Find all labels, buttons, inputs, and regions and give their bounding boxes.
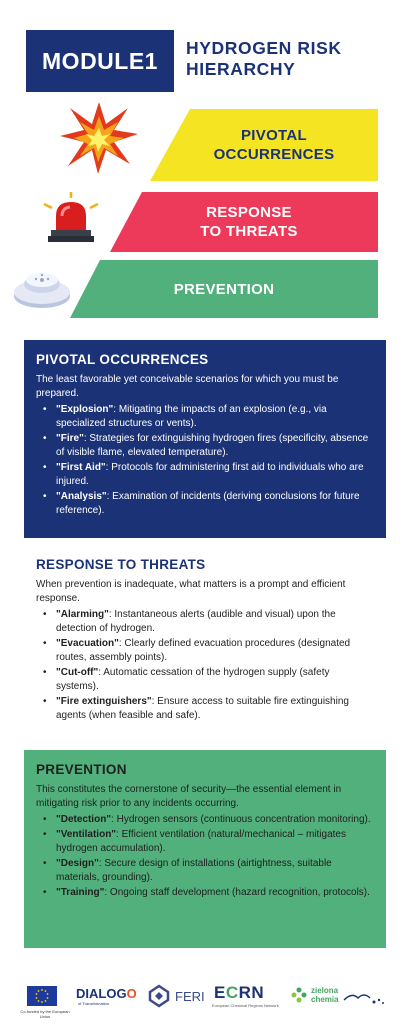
title-line-2: HIERARCHY xyxy=(186,59,296,79)
section-pivotal-occurrences xyxy=(24,340,386,538)
module-label: MODULE1 xyxy=(42,47,158,74)
section-prevention xyxy=(24,750,386,948)
zielona-chemia-logo: zielona chemia xyxy=(290,986,339,1004)
header xyxy=(0,30,410,92)
hierarchy-level-pivotal xyxy=(150,109,378,181)
section-intro: The least favorable yet conceivable scenarios for which you must be prepared. xyxy=(36,374,339,399)
list-item: • "Evacuation": Clearly defined evacuation procedures (designated routes, assembly points). xyxy=(43,638,351,663)
dialog-subtitle: of Transformation xyxy=(78,1001,110,1006)
band-label-response: RESPONSE TO THREATS xyxy=(200,204,298,240)
eu-caption: Co-funded by the European Union xyxy=(20,1009,70,1019)
module-badge xyxy=(26,30,174,92)
alarm-siren-icon xyxy=(40,190,102,251)
feri-logo: FERI xyxy=(147,984,205,1008)
list-item: • "Cut-off": Automatic cessation of the hydrogen supply (safety systems). xyxy=(43,667,330,692)
list-item: • "Fire extinguishers": Ensure access to suitable fire extinguishing agents (when feasible and safe). xyxy=(43,696,349,721)
hierarchy-level-response xyxy=(110,192,378,252)
dialog-logo: DIALOG O xyxy=(76,986,137,1001)
list-item: • "Training": Ongoing staff development (hazard recognition, protocols). xyxy=(43,887,370,898)
section-title: RESPONSE TO THREATS xyxy=(36,557,206,572)
list-item: • "Analysis": Examination of incidents (deriving conclusions for future reference). xyxy=(43,491,360,516)
list-item: • "Explosion": Mitigating the impacts of an explosion (e.g., via specialized structures or vents). xyxy=(43,404,327,429)
list-item: • "Ventilation": Efficient ventilation (natural/mechanical – mitigates hydrogen accumulation). xyxy=(43,829,346,854)
section-intro: When prevention is inadequate, what matters is a prompt and efficient response. xyxy=(36,579,346,604)
partner-logos xyxy=(0,980,410,1020)
ecrn-logo: E C RN xyxy=(214,983,265,1002)
item-list xyxy=(36,403,374,518)
page-title xyxy=(186,38,396,80)
list-item: • "Design": Secure design of installations (airtightness, suitable materials, grounding). xyxy=(43,858,332,883)
ecrn-subtitle: European Chemical Regions Network xyxy=(212,1003,279,1008)
band-label-prevention: PREVENTION xyxy=(173,280,275,298)
list-item: • "Detection": Hydrogen sensors (continuous concentration monitoring). xyxy=(43,814,371,825)
title-line-1: HYDROGEN RISK xyxy=(186,38,342,58)
list-item: • "Fire": Strategies for extinguishing hydrogen fires (specificity, absence of visible flame, elevated temperature). xyxy=(43,433,369,458)
explosion-icon xyxy=(58,100,140,181)
list-item: • "Alarming": Instantaneous alerts (audible and visual) upon the detection of hydrogen. xyxy=(43,609,336,634)
list-item: • "First Aid": Protocols for administering first aid to individuals who are injured. xyxy=(43,462,364,487)
section-title: PREVENTION xyxy=(36,762,127,777)
bird-logo xyxy=(342,990,386,1010)
eu-flag-logo xyxy=(27,986,57,1006)
section-response-to-threats xyxy=(24,545,386,737)
hierarchy-level-prevention xyxy=(70,260,378,318)
item-list xyxy=(36,813,374,900)
section-intro: This constitutes the cornerstone of security—the essential element in mitigating risk prior to any incidents occurring. xyxy=(36,784,342,809)
smoke-detector-icon xyxy=(12,262,72,317)
band-label-pivotal: PIVOTAL OCCURRENCES xyxy=(213,127,335,163)
item-list xyxy=(36,608,374,723)
section-title: PIVOTAL OCCURRENCES xyxy=(36,352,209,367)
